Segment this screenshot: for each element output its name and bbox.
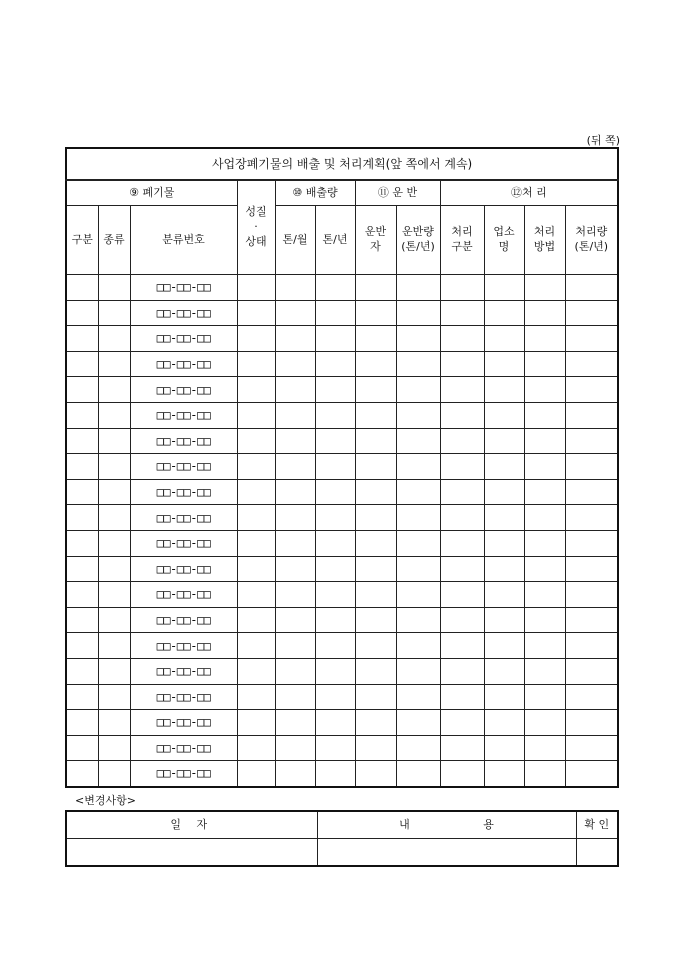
table-cell[interactable]: [484, 658, 524, 684]
table-cell[interactable]: [98, 377, 130, 403]
table-cell[interactable]: [396, 428, 440, 454]
table-cell[interactable]: [98, 505, 130, 531]
table-cell[interactable]: [396, 275, 440, 301]
table-cell[interactable]: [440, 556, 484, 582]
table-cell[interactable]: [524, 505, 565, 531]
table-cell[interactable]: [315, 351, 355, 377]
table-cell[interactable]: [396, 402, 440, 428]
table-cell[interactable]: [237, 633, 275, 659]
col-transporter: 운반 자: [355, 206, 396, 275]
table-cell[interactable]: [565, 658, 618, 684]
table-cell[interactable]: [275, 684, 315, 710]
table-cell[interactable]: [484, 454, 524, 480]
class-no-cell[interactable]: □□-□□-□□: [130, 582, 237, 608]
table-cell[interactable]: [524, 556, 565, 582]
class-no-cell[interactable]: □□-□□-□□: [130, 556, 237, 582]
table-cell[interactable]: [396, 300, 440, 326]
table-cell[interactable]: [484, 633, 524, 659]
table-cell[interactable]: [98, 710, 130, 736]
table-cell[interactable]: [355, 761, 396, 787]
col-ton-year: 톤/년: [315, 206, 355, 275]
table-cell[interactable]: [66, 351, 98, 377]
class-no-cell[interactable]: □□-□□-□□: [130, 479, 237, 505]
table-cell[interactable]: [565, 454, 618, 480]
table-cell[interactable]: [237, 300, 275, 326]
table-cell[interactable]: [565, 607, 618, 633]
table-cell[interactable]: [355, 710, 396, 736]
table-cell[interactable]: [315, 761, 355, 787]
table-cell[interactable]: [355, 530, 396, 556]
table-cell[interactable]: [396, 735, 440, 761]
table-cell[interactable]: [315, 658, 355, 684]
table-cell[interactable]: [524, 377, 565, 403]
table-cell[interactable]: [98, 326, 130, 352]
table-cell[interactable]: [355, 428, 396, 454]
table-cell[interactable]: [237, 710, 275, 736]
table-cell[interactable]: [484, 428, 524, 454]
table-cell[interactable]: [98, 607, 130, 633]
table-cell[interactable]: [484, 530, 524, 556]
table-cell[interactable]: [98, 735, 130, 761]
table-cell[interactable]: [484, 710, 524, 736]
table-row: [66, 351, 618, 377]
table-cell[interactable]: [396, 633, 440, 659]
table-row: [66, 556, 618, 582]
table-cell[interactable]: [66, 300, 98, 326]
table-cell[interactable]: [524, 735, 565, 761]
table-cell[interactable]: [484, 556, 524, 582]
table-cell[interactable]: [484, 761, 524, 787]
table-cell[interactable]: [315, 454, 355, 480]
col-transport-amount: 운반량 (톤/년): [396, 206, 440, 275]
table-cell[interactable]: [66, 402, 98, 428]
table-cell[interactable]: [524, 530, 565, 556]
table-cell[interactable]: [396, 761, 440, 787]
table-cell[interactable]: [440, 633, 484, 659]
table-row: [66, 684, 618, 710]
table-cell[interactable]: [66, 530, 98, 556]
table-cell[interactable]: [440, 454, 484, 480]
table-cell[interactable]: [355, 684, 396, 710]
table-cell[interactable]: [98, 761, 130, 787]
col-treat-category: 처리 구분: [440, 206, 484, 275]
table-cell[interactable]: [440, 479, 484, 505]
table-row: [66, 607, 618, 633]
table-cell[interactable]: [237, 684, 275, 710]
table-cell[interactable]: [524, 607, 565, 633]
table-cell[interactable]: [98, 351, 130, 377]
table-cell[interactable]: [98, 428, 130, 454]
table-cell[interactable]: [98, 300, 130, 326]
header-treatment: ⑫처 리: [440, 180, 618, 206]
table-cell[interactable]: [275, 275, 315, 301]
class-no-cell[interactable]: □□-□□-□□: [130, 684, 237, 710]
col-business-name: 업소 명: [484, 206, 524, 275]
table-cell[interactable]: [484, 607, 524, 633]
class-no-cell[interactable]: □□-□□-□□: [130, 351, 237, 377]
changes-label: <변경사항>: [75, 794, 136, 807]
table-cell[interactable]: [315, 633, 355, 659]
changes-table: [65, 810, 619, 867]
table-cell[interactable]: [565, 684, 618, 710]
table-cell[interactable]: [355, 633, 396, 659]
table-cell[interactable]: [440, 505, 484, 531]
class-no-cell[interactable]: □□-□□-□□: [130, 428, 237, 454]
table-cell[interactable]: [484, 684, 524, 710]
header-transport: ⑪ 운 반: [355, 180, 440, 206]
table-cell[interactable]: [237, 454, 275, 480]
table-cell[interactable]: [440, 658, 484, 684]
class-no-cell[interactable]: □□-□□-□□: [130, 761, 237, 787]
table-cell[interactable]: [565, 582, 618, 608]
table-title: 사업장폐기물의 배출 및 처리계획(앞 쪽에서 계속): [66, 148, 618, 180]
table-row: [66, 300, 618, 326]
table-cell[interactable]: [355, 351, 396, 377]
changes-header-content: 내 용: [317, 811, 576, 839]
table-cell[interactable]: [275, 658, 315, 684]
class-no-cell[interactable]: □□-□□-□□: [130, 710, 237, 736]
table-cell[interactable]: [237, 530, 275, 556]
table-cell[interactable]: [565, 479, 618, 505]
col-treat-amount: 처리량 (톤/년): [565, 206, 618, 275]
table-cell[interactable]: [524, 582, 565, 608]
table-cell[interactable]: [275, 428, 315, 454]
waste-plan-table: [65, 147, 619, 788]
table-cell[interactable]: [565, 556, 618, 582]
table-cell[interactable]: [524, 300, 565, 326]
table-cell[interactable]: [237, 479, 275, 505]
table-cell[interactable]: [396, 658, 440, 684]
table-cell[interactable]: [524, 658, 565, 684]
table-cell[interactable]: [98, 479, 130, 505]
class-no-cell[interactable]: □□-□□-□□: [130, 505, 237, 531]
table-cell[interactable]: [66, 326, 98, 352]
table-cell[interactable]: [396, 351, 440, 377]
table-cell[interactable]: [237, 505, 275, 531]
changes-confirm-cell[interactable]: [576, 839, 618, 867]
table-cell[interactable]: [524, 479, 565, 505]
table-cell[interactable]: [484, 377, 524, 403]
table-cell[interactable]: [66, 556, 98, 582]
class-no-cell[interactable]: □□-□□-□□: [130, 633, 237, 659]
table-cell[interactable]: [66, 275, 98, 301]
table-cell[interactable]: [440, 710, 484, 736]
table-cell[interactable]: [565, 300, 618, 326]
table-cell[interactable]: [237, 556, 275, 582]
table-cell[interactable]: [315, 530, 355, 556]
table-cell[interactable]: [275, 505, 315, 531]
table-cell[interactable]: [565, 428, 618, 454]
table-cell[interactable]: [396, 479, 440, 505]
changes-header-confirm: 확 인: [576, 811, 618, 839]
table-cell[interactable]: [237, 582, 275, 608]
table-cell[interactable]: [524, 351, 565, 377]
table-cell[interactable]: [440, 582, 484, 608]
table-cell[interactable]: [484, 326, 524, 352]
table-row: [66, 428, 618, 454]
changes-header-date: 일 자: [66, 811, 317, 839]
table-cell[interactable]: [98, 684, 130, 710]
table-cell[interactable]: [275, 710, 315, 736]
class-no-cell[interactable]: □□-□□-□□: [130, 735, 237, 761]
table-cell[interactable]: [524, 402, 565, 428]
table-cell[interactable]: [275, 479, 315, 505]
table-cell[interactable]: [524, 428, 565, 454]
table-cell[interactable]: [524, 710, 565, 736]
changes-date-cell[interactable]: [66, 839, 317, 867]
class-no-cell[interactable]: □□-□□-□□: [130, 402, 237, 428]
table-cell[interactable]: [237, 275, 275, 301]
table-cell[interactable]: [440, 735, 484, 761]
table-cell[interactable]: [315, 428, 355, 454]
table-row: [66, 735, 618, 761]
table-cell[interactable]: [565, 761, 618, 787]
table-cell[interactable]: [98, 402, 130, 428]
table-cell[interactable]: [484, 351, 524, 377]
table-cell[interactable]: [237, 735, 275, 761]
table-cell[interactable]: [98, 633, 130, 659]
table-cell[interactable]: [355, 582, 396, 608]
table-cell[interactable]: [66, 607, 98, 633]
table-cell[interactable]: [355, 556, 396, 582]
table-row: [66, 505, 618, 531]
table-cell[interactable]: [440, 684, 484, 710]
table-cell[interactable]: [66, 505, 98, 531]
table-cell[interactable]: [275, 377, 315, 403]
table-cell[interactable]: [484, 402, 524, 428]
table-row: [66, 402, 618, 428]
table-cell[interactable]: [440, 326, 484, 352]
table-row: [66, 658, 618, 684]
class-no-cell[interactable]: □□-□□-□□: [130, 326, 237, 352]
table-cell[interactable]: [275, 761, 315, 787]
table-cell[interactable]: [484, 300, 524, 326]
col-treat-method: 처리 방법: [524, 206, 565, 275]
table-cell[interactable]: [275, 582, 315, 608]
table-cell[interactable]: [275, 556, 315, 582]
table-cell[interactable]: [524, 633, 565, 659]
table-cell[interactable]: [315, 582, 355, 608]
table-cell[interactable]: [440, 428, 484, 454]
table-cell[interactable]: [355, 402, 396, 428]
table-cell[interactable]: [565, 505, 618, 531]
table-cell[interactable]: [237, 377, 275, 403]
header-waste: ⑨ 폐기물: [66, 180, 237, 206]
table-row: [66, 377, 618, 403]
col-category: 구분: [66, 206, 98, 275]
table-row: [66, 530, 618, 556]
col-class-no: 분류번호: [130, 206, 237, 275]
table-cell[interactable]: [66, 428, 98, 454]
table-row: [66, 710, 618, 736]
table-cell[interactable]: [237, 402, 275, 428]
table-cell[interactable]: [524, 684, 565, 710]
table-cell[interactable]: [440, 607, 484, 633]
table-cell[interactable]: [237, 351, 275, 377]
table-cell[interactable]: [355, 377, 396, 403]
class-no-cell[interactable]: □□-□□-□□: [130, 275, 237, 301]
table-cell[interactable]: [98, 530, 130, 556]
table-cell[interactable]: [484, 505, 524, 531]
table-cell[interactable]: [565, 710, 618, 736]
table-cell[interactable]: [440, 377, 484, 403]
table-cell[interactable]: [396, 582, 440, 608]
table-cell[interactable]: [396, 505, 440, 531]
table-cell[interactable]: [275, 607, 315, 633]
table-row: [66, 275, 618, 301]
table-cell[interactable]: [396, 377, 440, 403]
table-cell[interactable]: [565, 275, 618, 301]
table-cell[interactable]: [565, 326, 618, 352]
table-cell[interactable]: [565, 633, 618, 659]
table-cell[interactable]: [66, 582, 98, 608]
table-cell[interactable]: [396, 710, 440, 736]
table-row: [66, 326, 618, 352]
table-cell[interactable]: [315, 377, 355, 403]
table-cell[interactable]: [484, 275, 524, 301]
table-cell[interactable]: [315, 479, 355, 505]
table-cell[interactable]: [355, 735, 396, 761]
table-cell[interactable]: [66, 684, 98, 710]
table-cell[interactable]: [565, 351, 618, 377]
table-cell[interactable]: [66, 761, 98, 787]
table-cell[interactable]: [275, 402, 315, 428]
table-cell[interactable]: [440, 275, 484, 301]
table-cell[interactable]: [315, 735, 355, 761]
table-cell[interactable]: [355, 479, 396, 505]
table-cell[interactable]: [484, 479, 524, 505]
class-no-cell[interactable]: □□-□□-□□: [130, 377, 237, 403]
table-cell[interactable]: [524, 454, 565, 480]
table-cell[interactable]: [237, 326, 275, 352]
table-cell[interactable]: [66, 454, 98, 480]
table-cell[interactable]: [524, 275, 565, 301]
table-cell[interactable]: [315, 326, 355, 352]
table-cell[interactable]: [355, 300, 396, 326]
table-cell[interactable]: [66, 735, 98, 761]
class-no-cell[interactable]: □□-□□-□□: [130, 607, 237, 633]
table-cell[interactable]: [275, 326, 315, 352]
table-cell[interactable]: [484, 735, 524, 761]
table-cell[interactable]: [396, 454, 440, 480]
table-cell[interactable]: [315, 402, 355, 428]
table-cell[interactable]: [484, 582, 524, 608]
table-cell[interactable]: [66, 479, 98, 505]
table-cell[interactable]: [98, 275, 130, 301]
table-cell[interactable]: [66, 377, 98, 403]
table-cell[interactable]: [355, 658, 396, 684]
table-cell[interactable]: [66, 710, 98, 736]
table-cell[interactable]: [237, 428, 275, 454]
table-cell[interactable]: [396, 530, 440, 556]
table-cell[interactable]: [565, 530, 618, 556]
class-no-cell[interactable]: □□-□□-□□: [130, 300, 237, 326]
class-no-cell[interactable]: □□-□□-□□: [130, 658, 237, 684]
page-note: (뒤 쪽): [586, 134, 620, 147]
table-cell[interactable]: [565, 377, 618, 403]
table-cell[interactable]: [396, 326, 440, 352]
table-cell[interactable]: [440, 761, 484, 787]
table-cell[interactable]: [315, 710, 355, 736]
table-cell[interactable]: [315, 505, 355, 531]
table-cell[interactable]: [565, 402, 618, 428]
table-row: [66, 633, 618, 659]
class-no-cell[interactable]: □□-□□-□□: [130, 454, 237, 480]
table-row: [66, 761, 618, 787]
table-cell[interactable]: [275, 300, 315, 326]
table-cell[interactable]: [98, 454, 130, 480]
table-row: [66, 479, 618, 505]
table-cell[interactable]: [275, 454, 315, 480]
header-emission: ⑩ 배출량: [275, 180, 355, 206]
table-cell[interactable]: [275, 351, 315, 377]
table-cell[interactable]: [98, 582, 130, 608]
table-cell[interactable]: [275, 530, 315, 556]
table-cell[interactable]: [396, 607, 440, 633]
table-cell[interactable]: [355, 275, 396, 301]
table-cell[interactable]: [66, 658, 98, 684]
table-cell[interactable]: [237, 761, 275, 787]
table-cell[interactable]: [355, 326, 396, 352]
table-cell[interactable]: [396, 684, 440, 710]
table-cell[interactable]: [66, 633, 98, 659]
table-cell[interactable]: [355, 505, 396, 531]
table-cell[interactable]: [355, 454, 396, 480]
table-row: [66, 454, 618, 480]
table-cell[interactable]: [275, 633, 315, 659]
class-no-cell[interactable]: □□-□□-□□: [130, 530, 237, 556]
table-cell[interactable]: [315, 684, 355, 710]
table-cell[interactable]: [315, 607, 355, 633]
col-kind: 종류: [98, 206, 130, 275]
table-cell[interactable]: [355, 607, 396, 633]
table-cell[interactable]: [98, 658, 130, 684]
changes-content-cell[interactable]: [317, 839, 576, 867]
table-cell[interactable]: [275, 735, 315, 761]
table-cell[interactable]: [440, 530, 484, 556]
table-cell[interactable]: [396, 556, 440, 582]
col-ton-month: 톤/월: [275, 206, 315, 275]
table-cell[interactable]: [315, 556, 355, 582]
table-cell[interactable]: [237, 658, 275, 684]
table-cell[interactable]: [237, 607, 275, 633]
table-cell[interactable]: [315, 300, 355, 326]
table-cell[interactable]: [524, 761, 565, 787]
table-cell[interactable]: [440, 300, 484, 326]
table-cell[interactable]: [440, 351, 484, 377]
table-cell[interactable]: [315, 275, 355, 301]
table-row: [66, 582, 618, 608]
table-cell[interactable]: [440, 402, 484, 428]
table-cell[interactable]: [524, 326, 565, 352]
table-cell[interactable]: [565, 735, 618, 761]
table-cell[interactable]: [98, 556, 130, 582]
header-nature: 성질 · 상태: [237, 180, 275, 275]
